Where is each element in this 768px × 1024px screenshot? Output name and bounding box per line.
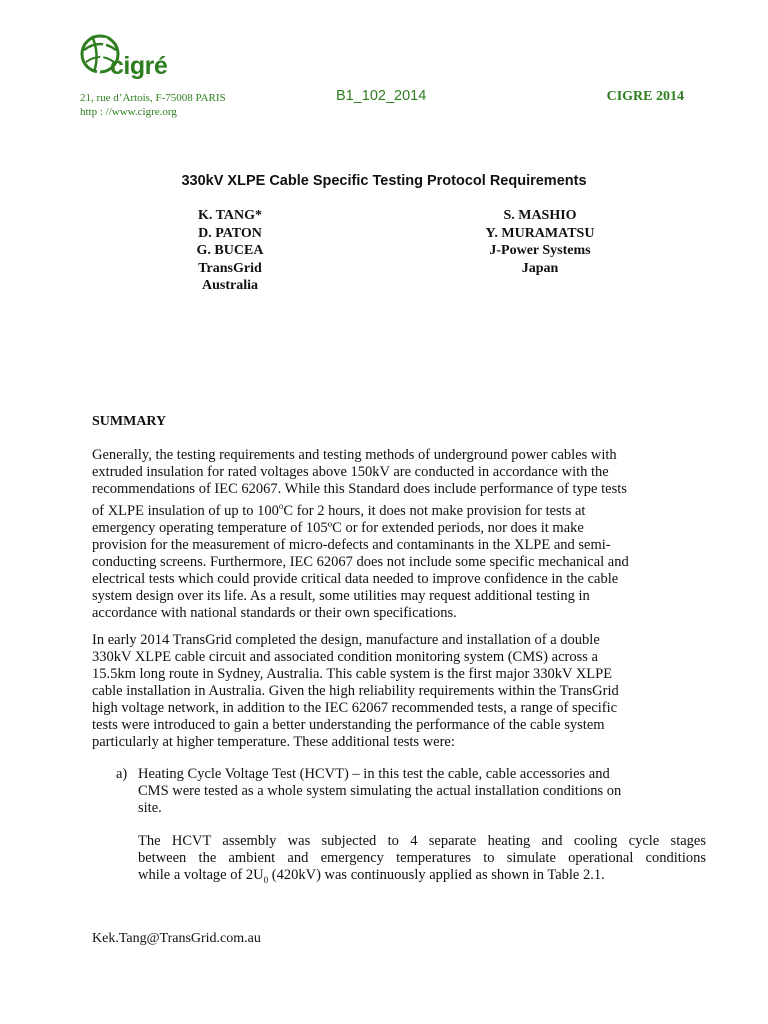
address-block <box>80 91 226 119</box>
author-line: S. MASHIO <box>503 208 577 223</box>
list-item-a-paragraph-2 <box>138 833 706 889</box>
list-marker: a) <box>116 766 128 782</box>
cigre-logo <box>78 30 170 88</box>
authors-left <box>160 207 300 295</box>
text-line: particularly at higher temperature. These additional tests were: <box>92 734 455 750</box>
text-line: provision for the measurement of micro-defects and contaminants in the XLPE and semi- <box>92 536 611 553</box>
text-line: conducting screens. Furthermore, IEC 62067 does not include some specific mechanical and <box>92 553 629 570</box>
text-line: cable installation in Australia. Given the high reliability requirements within the TransGrid <box>92 683 619 699</box>
text-line: CMS were tested as a whole system simulating the actual installation conditions on <box>138 783 622 799</box>
text-line: The HCVT assembly was subjected to 4 separate heating and cooling cycle stages <box>138 833 706 849</box>
text-line: Heating Cycle Voltage Test (HCVT) – in this test the cable, cable accessories and <box>138 766 610 782</box>
text-line: Generally, the testing requirements and testing methods of underground power cables with <box>92 447 617 463</box>
author-email[interactable]: Kek.Tang@TransGrid.com.au <box>92 931 261 946</box>
text-line: high voltage network, in addition to the IEC 62067 recommended tests, a range of specific <box>92 700 618 716</box>
affiliation-line: J-Power Systems <box>489 243 591 258</box>
text-line: while a voltage of $2U_0$ (420kV) was continuously applied as shown in Table 2.1. <box>138 867 605 885</box>
author-line: Y. MURAMATSU <box>485 225 595 241</box>
country-line: Japan <box>521 260 559 276</box>
summary-heading: SUMMARY <box>92 414 167 429</box>
conference-label: CIGRE 2014 <box>606 89 684 104</box>
author-line: G. BUCEA <box>196 243 264 258</box>
text-line: In early 2014 TransGrid completed the design, manufacture and installation of a double <box>92 632 600 648</box>
website-link[interactable]: http : //www.cigre.org <box>80 106 177 118</box>
paper-code: B1_102_2014 <box>336 88 427 104</box>
author-line: D. PATON <box>198 225 262 241</box>
address-line: 21, rue d’Artois, F-75008 PARIS <box>80 92 226 104</box>
summary-paragraph-2 <box>92 632 692 751</box>
text-line: emergency operating temperature of 105ºC or for extended periods, nor does it make <box>92 519 584 536</box>
author-line: K. TANG* <box>197 208 263 223</box>
text-line: electrical tests which could provide critical data needed to improve confidence in the cable <box>92 570 619 587</box>
text-line: of XLPE insulation of up to 100$^o$C for 2 hours, it does not make provision for tests at <box>92 501 586 519</box>
authors-right <box>450 207 630 277</box>
text-line: recommendations of IEC 62067. While this Standard does include performance of type tests <box>92 481 627 497</box>
country-line: Australia <box>202 278 258 293</box>
paper-title: 330kV XLPE Cable Specific Testing Protocol Requirements <box>181 173 587 189</box>
text-line: tests were introduced to gain a better understanding the performance of the cable system <box>92 717 605 733</box>
text-line: accordance with national standards or their own specifications. <box>92 604 457 621</box>
text-line: extruded insulation for rated voltages above 150kV are conducted in accordance with the <box>92 464 609 480</box>
text-line: 15.5km long route in Sydney, Australia. This cable system is the first major 330kV XLPE <box>92 666 613 682</box>
cigre-wordmark: cigré <box>110 52 168 80</box>
text-line: 330kV XLPE cable circuit and associated condition monitoring system (CMS) across a <box>92 649 598 665</box>
text-line: system design over its life. As a result, some utilities may request additional testing in <box>92 587 590 604</box>
text-line: between the ambient and emergency temperatures to simulate operational conditions <box>138 850 706 866</box>
summary-paragraph-1 <box>92 447 692 622</box>
affiliation-line: TransGrid <box>198 260 262 276</box>
list-item-body <box>138 766 698 817</box>
text-line: site. <box>138 800 162 816</box>
